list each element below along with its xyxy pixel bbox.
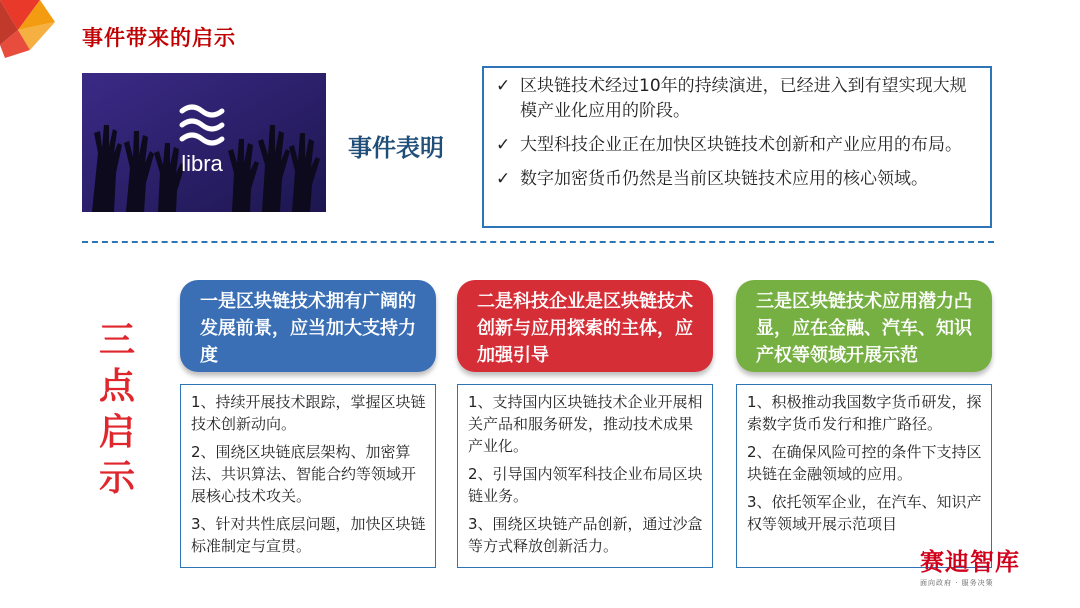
finding-item	[496, 74, 980, 124]
finding-item	[496, 167, 980, 192]
list-item: 1、支持国内区块链技术企业开展相关产品和服务研发，推动技术成果产业化。	[468, 393, 703, 455]
insight-list-1	[180, 384, 436, 568]
side-title: 三 点 启 示	[98, 320, 135, 499]
check-icon: ✓	[496, 135, 511, 155]
page-title: 事件带来的启示	[82, 26, 236, 50]
brand-tagline: 面向政府 · 服务决策	[920, 579, 994, 587]
insight-heading-2: 二是科技企业是区块链技术创新与应用探索的主体，应加强引导	[457, 280, 713, 372]
insight-heading-1: 一是区块链技术拥有广阔的发展前景，应当加大支持力度	[180, 280, 436, 372]
list-item: 3、围绕区块链产品创新，通过沙盒等方式释放创新活力。	[468, 515, 703, 555]
section-divider	[82, 241, 994, 243]
finding-text: 数字加密货币仍然是当前区块链技术应用的核心领域。	[520, 169, 928, 189]
list-item: 3、针对共性底层问题，加快区块链标准制定与宣贯。	[191, 515, 426, 555]
corner-decoration	[0, 0, 70, 60]
libra-logo-text: libra	[181, 151, 223, 176]
list-item: 2、在确保风险可控的条件下支持区块链在金融领域的应用。	[747, 443, 982, 483]
insight-list-2	[457, 384, 713, 568]
list-item: 2、围绕区块链底层架构、加密算法、共识算法、智能合约等领域开展核心技术攻关。	[191, 443, 417, 505]
check-icon: ✓	[496, 169, 511, 189]
list-item: 1、积极推动我国数字货币研发，探索数字货币发行和推广路径。	[747, 393, 982, 433]
insight-list-3	[736, 384, 992, 568]
findings-box	[482, 66, 992, 228]
finding-item	[496, 133, 980, 158]
libra-image	[82, 73, 326, 212]
check-icon: ✓	[496, 76, 511, 96]
list-item: 1、持续开展技术跟踪，掌握区块链技术创新动向。	[191, 393, 426, 433]
insight-heading-3: 三是区块链技术应用潜力凸显，应在金融、汽车、知识产权等领域开展示范	[736, 280, 992, 372]
event-label: 事件表明	[348, 134, 444, 162]
list-item: 3、依托领军企业，在汽车、知识产权等领域开展示范项目	[747, 493, 982, 533]
list-item: 2、引导国内领军科技企业布局区块链业务。	[468, 465, 703, 505]
brand-name: 赛迪智库	[920, 548, 1020, 576]
finding-text: 区块链技术经过10年的持续演进，已经进入到有望实现大规模产业化应用的阶段。	[520, 76, 967, 121]
finding-text: 大型科技企业正在加快区块链技术创新和产业应用的布局。	[520, 135, 962, 155]
brand-logo	[920, 548, 1060, 588]
